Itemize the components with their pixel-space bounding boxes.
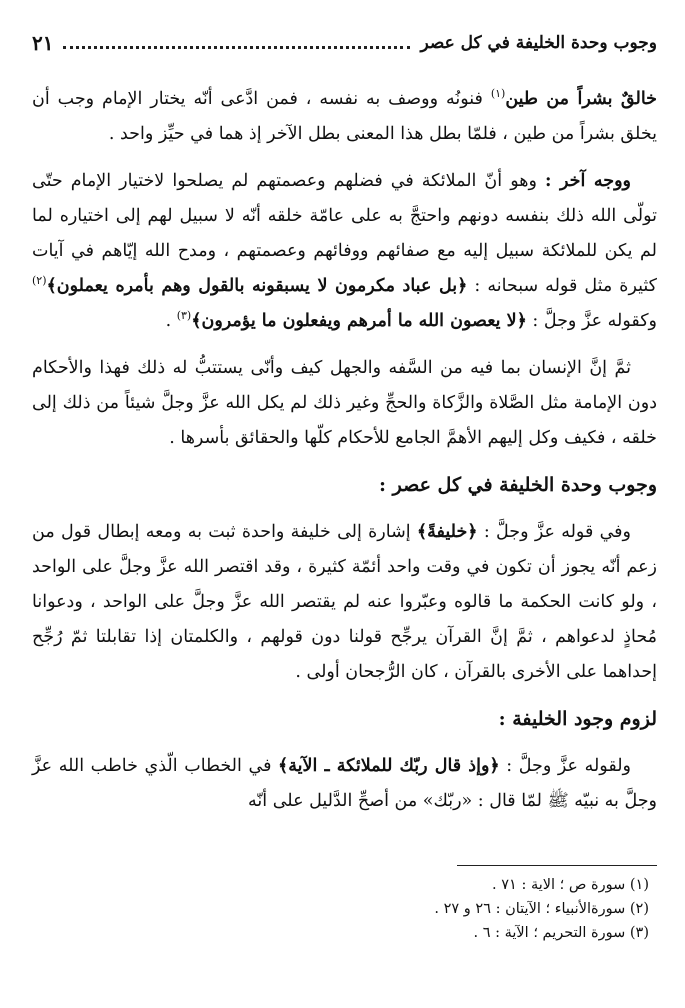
quran-quote: ﴿لا يعصون الله ما أمرهم ويفعلون ما يؤمرون﴾ [191,311,527,331]
paragraph-3 [32,351,657,456]
paragraph-2 [32,164,657,339]
footnote-3: (٣) سورة التحريم ؛ الآية : ٦ . [473,925,649,941]
quran-quote: ﴿خليفةً﴾ [416,522,478,542]
footnote-ref: (٢) [32,274,47,288]
paragraph-text: وفي قوله عزَّ وجلَّ : [477,522,632,542]
main-text [32,82,657,831]
header-dot-leader [63,46,410,49]
paragraph-text: في الخطاب الّذي خاطب الله عزَّ وجلَّ به نبيّه ﷺ لمّا قال : «ربّك» من أصحِّ الدَّليل على أنّه [32,756,657,811]
running-header [32,28,657,58]
quran-quote: خالقٌ بشراً من طين [505,89,657,109]
footnote-separator [457,865,657,866]
paragraph-text: فنونُه ووصف به نفسه ، فمن ادَّعى أنّه يختار الإمام وجب أن يخلق بشراً من طين ، فلمّا بطل هذا المعنى بطل الآخر إذ هما في حيِّز واحد . [32,89,657,144]
footnote-1: (١) سورة ص ؛ الاية : ٧١ . [492,877,649,893]
footnotes [32,873,657,945]
paragraph-4 [32,515,657,690]
paragraph-text: ثمَّ إنَّ الإنسان بما فيه من السَّفه والجهل كيف وأنّى يستتبُّ له ذلك فهذا والأحكام دون الإمامة مثل الصَّلاة والزَّكاة والحجِّ وغير ذلك لم يكل الله عزَّ وجلَّ شيئاً من ذلك إلى خلقه ، فكيف وكل إليهم الأهمَّ الجامع للأحكام كلّها والحقائق بأسرها . [32,358,657,448]
paragraph-lead: ووجه آخر : [544,171,631,191]
header-title: وجوب وحدة الخليفة في كل عصر [420,33,657,53]
quran-quote: ﴿وإذ قال ربّك للملائكة ـ الآية﴾ [278,756,500,776]
footnote-2: (٢) سورةالأنبياء ؛ الآيتان : ٢٦ و ٢٧ . [434,901,649,917]
paragraph-5 [32,749,657,819]
page-number: ٢١ [32,31,54,55]
paragraph-1 [32,82,657,152]
paragraph-text: . [165,311,177,331]
paragraph-text: وهو أنّ الملائكة في فضلهم وعصمتهم لم يصلحوا لاختيار الإمام حتّى تولّى الله ذلك بنفسه دونهم واحتجَّ به على عامّة خلقه أنّه لا سبيل لهم إلى اختياره لما لم يكن للملائكة سبيل إليه مع صفائهم ووفائهم وعصمتهم ، ومدح الله إيّاهم في آيات كثيرة مثل قوله سبحانه : [32,171,658,296]
section-heading-2: لزوم وجود الخليفة : [498,708,657,730]
footnote-ref: (٣) [176,309,192,323]
paragraph-text: إشارة إلى خليفة واحدة ثبت به ومعه إبطال قول من زعم أنّه يجوز أن تكون في وقت واحد أئمّة كثيرة ، وقد اقتصر الله عزَّ وجلَّ على الواحد ، ولو كانت الحكمة ما قالوه وعبّروا عنه لم يقتصر الله عزَّ وجلَّ على الواحد ، ودعوانا مُحاذٍ لدعواهم ، ثمَّ إنَّ القرآن يرجِّح قولنا دون قولهم ، والكلمتان إذا تقابلتا ثمّ رُجِّح إحداهما على الأخرى بالقرآن ، كان الرُّجحان أولى . [32,522,657,682]
footnote-ref: (١) [490,87,506,101]
quran-quote: ﴿بل عباد مكرمون لا يسبقونه بالقول وهم بأمره يعملون﴾ [46,276,468,296]
paragraph-text: ولقوله عزَّ وجلَّ : [499,756,631,776]
paragraph-text: وكقوله عزَّ وجلَّ : [526,311,657,331]
section-heading-1: وجوب وحدة الخليفة في كل عصر : [379,474,657,496]
